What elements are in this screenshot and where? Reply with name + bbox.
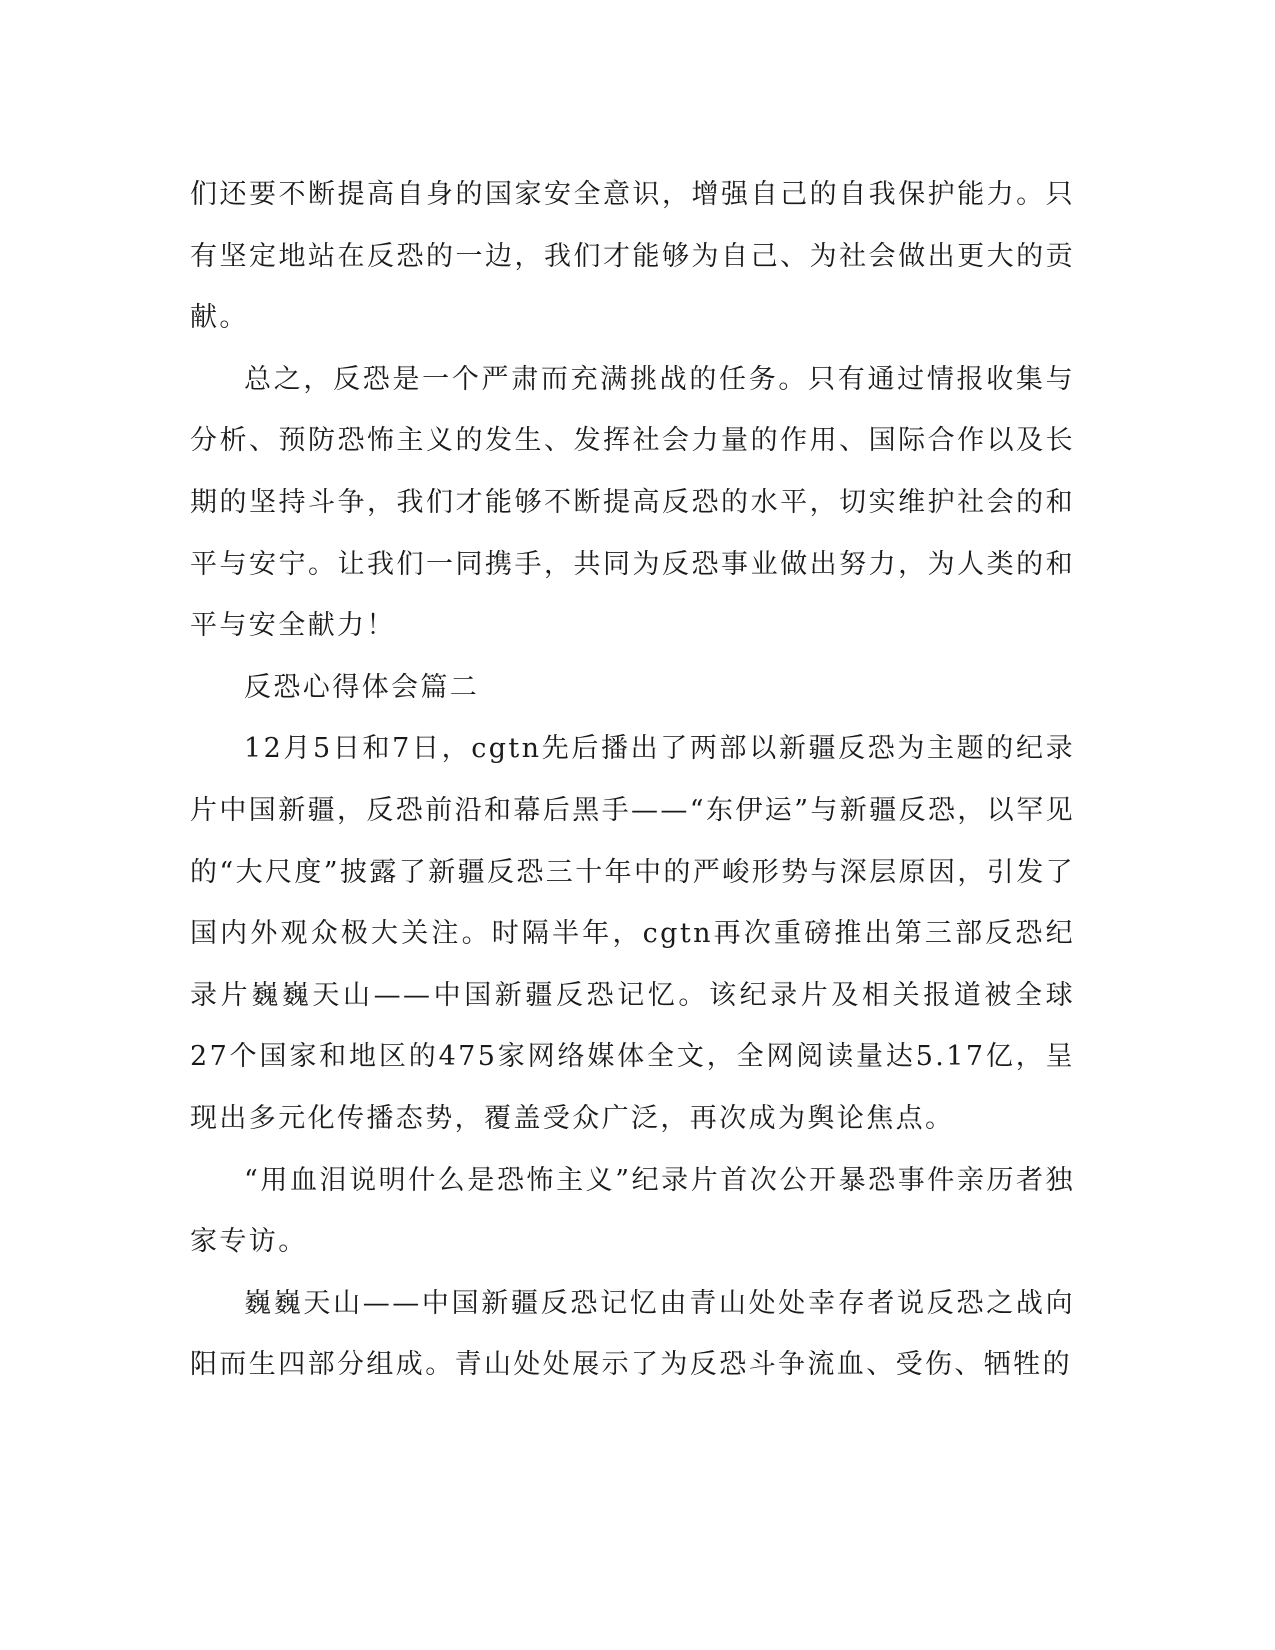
- paragraph-summary: 总之，反恐是一个严肃而充满挑战的任务。只有通过情报收集与分析、预防恐怖主义的发生、发挥社会力量的作用、国际合作以及长期的坚持斗争，我们才能够不断提高反恐的水平，切实维护社会的和平与安宁。让我们一同携手，共同为反恐事业做出努力，为人类的和平与安全献力！: [190, 363, 1075, 642]
- paragraph-structure: 巍巍天山——中国新疆反恐记忆由青山处处幸存者说反恐之战向阳而生四部分组成。青山处处展示了为反恐斗争流血、受伤、牺牲的: [190, 1287, 1075, 1381]
- paragraph-cgtn: 12月5日和7日，cgtn先后播出了两部以新疆反恐为主题的纪录片中国新疆，反恐前沿和幕后黑手——“东伊运”与新疆反恐，以罕见的“大尺度”披露了新疆反恐三十年中的严峻形势与深层原因，引发了国内外观众极大关注。时隔半年，cgtn再次重磅推出第三部反恐纪录片巍巍天山——中国新疆反恐记忆。该纪录片及相关报道被全球27个国家和地区的475家网络媒体全文，全网阅读量达5.17亿，呈现出多元化传播态势，覆盖受众广泛，再次成为舆论焦点。: [190, 733, 1076, 1134]
- section-heading: 反恐心得体会篇二: [244, 671, 480, 703]
- paragraph-continuation: 们还要不断提高自身的国家安全意识，增强自己的自我保护能力。只有坚定地站在反恐的一边，我们才能够为自己、为社会做出更大的贡献。: [190, 179, 1075, 334]
- paragraph-quote: “用血泪说明什么是恐怖主义”纪录片首次公开暴恐事件亲历者独家专访。: [190, 1164, 1075, 1258]
- body-text: [190, 164, 1075, 1396]
